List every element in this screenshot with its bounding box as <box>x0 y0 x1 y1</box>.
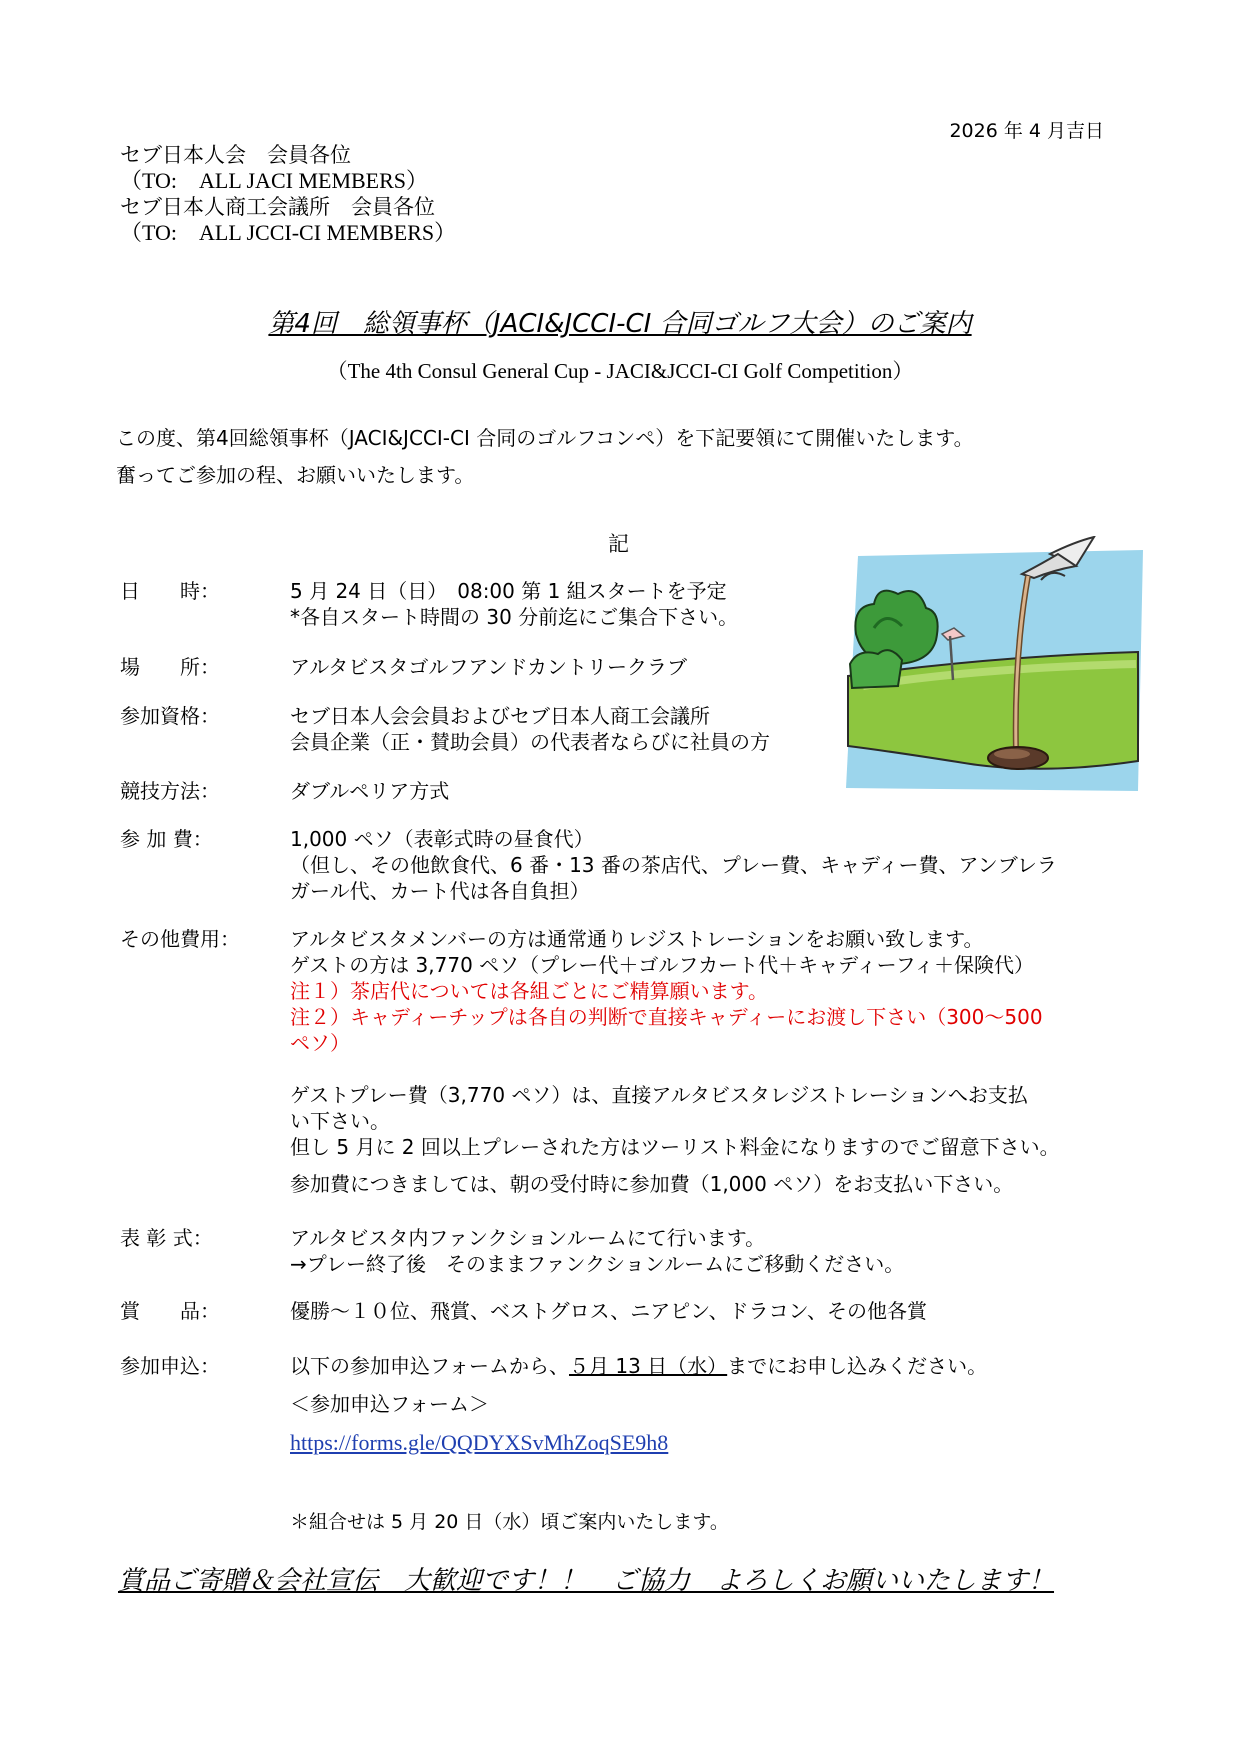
note-2a: 注２）キャディーチップは各自の判断で直接キャディーにお渡し下さい（300～500 <box>290 1005 1043 1029</box>
intro-line-2: 奮ってご参加の程、お願いいたします。 <box>116 463 475 487</box>
addressee-jaci-jp: セブ日本人会 会員各位 <box>120 143 351 167</box>
addressee-jcci-jp: セブ日本人商工会議所 会員各位 <box>120 195 435 219</box>
value-venue <box>290 654 687 680</box>
golf-flag-illustration <box>838 536 1150 798</box>
pairing-note: ＊組合せは 5 月 20 日（水）頃ご案内いたします。 <box>290 1511 729 1533</box>
application-deadline: ５月 13 日（水） <box>569 1354 728 1378</box>
value-eligibility <box>290 703 770 755</box>
application-form-link[interactable]: https://forms.gle/QQDYXSvMhZoqSE9h8 <box>290 1430 669 1455</box>
page-subtitle: （The 4th Consul General Cup - JACI&JCCI-CI Golf Competition） <box>326 359 914 383</box>
other-costs-line-2: ゲストの方は 3,770 ペソ（プレー代＋ゴルフカート代＋キャディーフィ＋保険代） <box>290 953 1034 977</box>
label-fee: 参 加 費： <box>120 827 213 851</box>
addressee-jcci-en: （TO: ALL JCCI-CI MEMBERS） <box>120 220 457 245</box>
prizes-line-1: 優勝～１０位、飛賞、ベストグロス、ニアピン、ドラコン、その他各賞 <box>290 1299 927 1323</box>
label-other-costs: その他費用： <box>120 927 240 951</box>
closing-message: 賞品ご寄贈＆会社宣伝 大歓迎です！！ ご協力 よろしくお願いいたします！ <box>118 1566 1055 1596</box>
fee-line-1: 1,000 ペソ（表彰式時の昼食代） <box>290 827 594 851</box>
golf-flag-icon <box>838 536 1150 798</box>
datetime-line-1: 5 月 24 日（日） 08:00 第 1 組スタートを予定 <box>290 579 727 603</box>
datetime-line-2: *各自スタート時間の 30 分前迄にご集合下さい。 <box>290 605 739 629</box>
eligibility-line-1: セブ日本人会会員およびセブ日本人商工会議所 <box>290 704 710 728</box>
page-title: 第4回 総領事杯（JACI&JCCI-CI 合同ゴルフ大会）のご案内 <box>268 309 972 339</box>
format-line-1: ダブルペリア方式 <box>290 779 450 803</box>
other-costs-line-1: アルタビスタメンバーの方は通常通りレジストレーションをお願い致します。 <box>290 927 984 951</box>
value-ceremony <box>290 1225 904 1277</box>
ceremony-line-1: アルタビスタ内ファンクションルームにて行います。 <box>290 1226 766 1250</box>
label-datetime: 日 時： <box>120 579 220 603</box>
note-2b: ペソ） <box>290 1031 350 1055</box>
ceremony-line-2: →プレー終了後 そのままファンクションルームにご移動ください。 <box>290 1252 905 1276</box>
label-format: 競技方法： <box>120 779 220 803</box>
eligibility-line-2: 会員企業（正・賛助会員）の代表者ならびに社員の方 <box>290 730 770 754</box>
label-application: 参加申込： <box>120 1354 220 1378</box>
addressee-block <box>120 142 456 246</box>
guest-fee-line-3: 但し 5 月に 2 回以上プレーされた方はツーリスト料金になりますのでご留意下さい。 <box>290 1135 1060 1159</box>
intro-line-1: この度、第4回総領事杯（JACI&JCCI-CI 合同のゴルフコンペ）を下記要領にて開催いたします。 <box>116 426 974 450</box>
venue-line-1: アルタビスタゴルフアンドカントリークラブ <box>290 655 687 679</box>
ki-heading: 記 <box>608 532 629 556</box>
label-venue: 場 所： <box>120 655 220 679</box>
label-eligibility: 参加資格： <box>120 704 220 728</box>
application-post: までにお申し込みください。 <box>727 1354 988 1378</box>
value-other-costs <box>290 926 1060 1160</box>
label-prizes: 賞 品： <box>120 1299 220 1323</box>
value-fee <box>290 826 1057 904</box>
payment-note: 参加費につきましては、朝の受付時に参加費（1,000 ペソ）をお支払い下さい。 <box>290 1172 1014 1196</box>
value-prizes <box>290 1298 927 1324</box>
guest-fee-line-1: ゲストプレー費（3,770 ペソ）は、直接アルタビスタレジストレーションへお支払 <box>290 1083 1028 1107</box>
application-pre: 以下の参加申込フォームから、 <box>290 1354 569 1378</box>
value-datetime <box>290 578 738 630</box>
form-label: ＜参加申込フォーム＞ <box>290 1392 489 1416</box>
issue-date: 2026 年 4 月吉日 <box>949 120 1104 142</box>
fee-line-2: （但し、その他飲食代、6 番・13 番の茶店代、プレー費、キャディー費、アンブレラ <box>290 853 1057 877</box>
fee-line-3: ガール代、カート代は各自負担） <box>290 879 590 903</box>
note-1: 注１）茶店代については各組ごとにご精算願います。 <box>290 979 768 1003</box>
label-ceremony: 表 彰 式： <box>120 1226 213 1250</box>
value-application <box>290 1353 987 1379</box>
addressee-jaci-en: （TO: ALL JACI MEMBERS） <box>120 168 429 193</box>
guest-fee-line-2: い下さい。 <box>290 1109 390 1133</box>
value-format <box>290 778 449 804</box>
